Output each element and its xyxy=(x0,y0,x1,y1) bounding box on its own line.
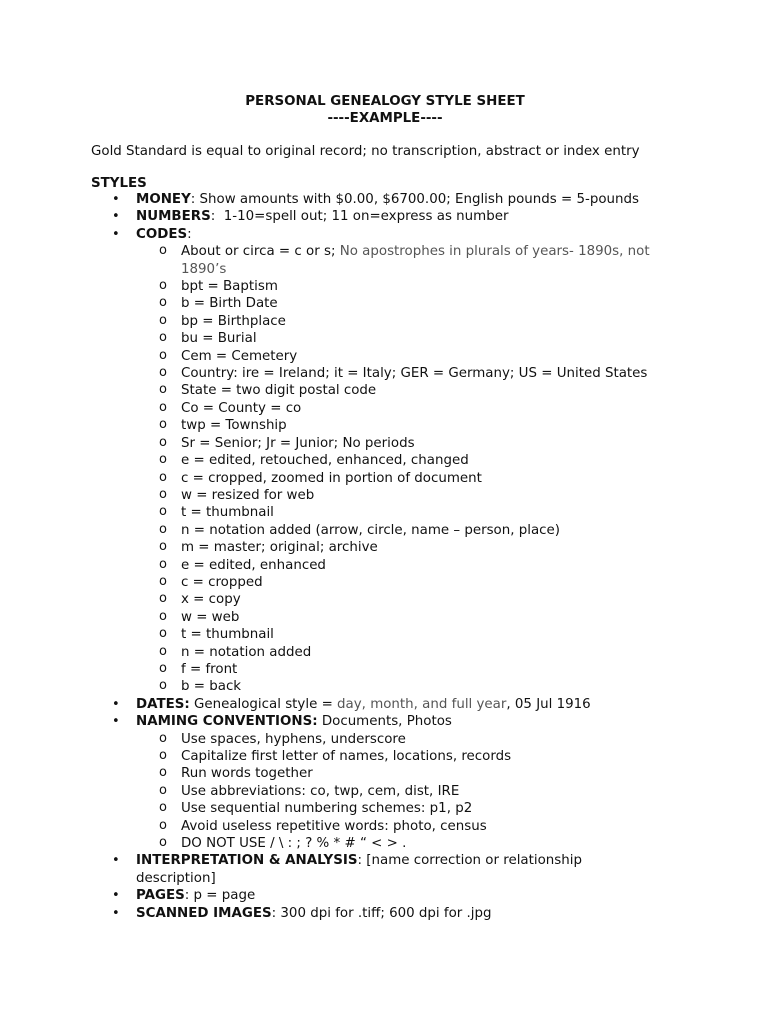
naming-item xyxy=(0,783,770,800)
code-item xyxy=(0,574,770,591)
code-item-text: bpt = Baptism xyxy=(181,279,278,295)
code-item xyxy=(0,661,770,678)
sub-bullet-icon: o xyxy=(159,573,167,589)
code-item-text: x = copy xyxy=(181,592,241,608)
codes-label: CODES xyxy=(136,226,188,242)
code-item-circa-text: About or circa = c or s; xyxy=(181,244,340,260)
code-item xyxy=(0,609,770,626)
gold-standard-line: Gold Standard is equal to original record; no transcription, abstract or index entry xyxy=(91,144,640,159)
code-item-text: f = front xyxy=(181,661,238,677)
sub-bullet-icon: o xyxy=(159,295,167,311)
sub-bullet-icon: o xyxy=(159,626,167,642)
code-item xyxy=(0,539,770,556)
interpretation-label: INTERPRETATION & ANALYSIS xyxy=(136,853,358,869)
code-item-text: e = edited, enhanced xyxy=(181,557,326,573)
code-item xyxy=(0,382,770,399)
naming-sublist xyxy=(0,731,770,853)
code-item-text: w = resized for web xyxy=(181,487,315,503)
code-item xyxy=(0,330,770,347)
code-item-text: b = Birth Date xyxy=(181,296,278,312)
scanned-label: SCANNED IMAGES xyxy=(136,905,272,921)
code-item-text: Country: ire = Ireland; it = Italy; GER = Germany; US = United States xyxy=(181,366,648,382)
naming-item xyxy=(0,818,770,835)
code-item-text: twp = Township xyxy=(181,418,287,434)
code-item-circa-note: No apostrophes in plurals of years- 1890s, not 1890’s xyxy=(181,244,650,277)
list-item-scanned xyxy=(0,905,770,922)
sub-bullet-icon: o xyxy=(159,817,167,833)
code-item xyxy=(0,470,770,487)
bullet-icon: • xyxy=(112,209,120,225)
code-item xyxy=(0,522,770,539)
code-item xyxy=(0,278,770,295)
code-item-text: Co = County = co xyxy=(181,400,302,416)
sub-bullet-icon: o xyxy=(159,399,167,415)
naming-item xyxy=(0,765,770,782)
styles-list xyxy=(0,191,770,922)
list-item-numbers xyxy=(0,208,770,225)
scanned-text: : 300 dpi for .tiff; 600 dpi for .jpg xyxy=(271,905,492,921)
bullet-icon: • xyxy=(112,696,120,712)
code-item-text: Sr = Senior; Jr = Junior; No periods xyxy=(181,435,415,451)
sub-bullet-icon: o xyxy=(159,365,167,381)
sub-bullet-icon: o xyxy=(159,312,167,328)
sub-bullet-icon: o xyxy=(159,765,167,781)
naming-item xyxy=(0,835,770,852)
dates-label: DATES: xyxy=(136,696,190,712)
code-item-text: t = thumbnail xyxy=(181,505,274,521)
styles-heading: STYLES xyxy=(91,176,147,191)
dates-text-a: Genealogical style = xyxy=(189,696,338,712)
bullet-icon: • xyxy=(112,226,120,242)
pages-label: PAGES xyxy=(136,888,185,904)
sub-bullet-icon: o xyxy=(159,434,167,450)
naming-item-text: Run words together xyxy=(181,766,313,782)
code-item-text: t = thumbnail xyxy=(181,627,274,643)
code-item-text: State = two digit postal code xyxy=(181,383,377,399)
numbers-text: : 1-10=spell out; 11 on=express as number xyxy=(210,209,509,225)
code-item xyxy=(0,313,770,330)
code-item xyxy=(0,644,770,661)
code-item-text: c = cropped, zoomed in portion of document xyxy=(181,470,482,486)
sub-bullet-icon: o xyxy=(159,452,167,468)
naming-item-text: DO NOT USE / \ : ; ? % * # “ < > . xyxy=(181,836,407,852)
list-item-money xyxy=(0,191,770,208)
dates-text-b: day, month, and full year xyxy=(337,696,507,712)
code-item xyxy=(0,504,770,521)
code-item xyxy=(0,487,770,504)
sub-bullet-icon: o xyxy=(159,278,167,294)
sub-bullet-icon: o xyxy=(159,591,167,607)
code-item xyxy=(0,365,770,382)
code-item-text: bp = Birthplace xyxy=(181,313,286,329)
code-item xyxy=(0,678,770,695)
sub-bullet-icon: o xyxy=(159,782,167,798)
code-item xyxy=(0,348,770,365)
sub-bullet-icon: o xyxy=(159,556,167,572)
numbers-label: NUMBERS xyxy=(136,209,211,225)
naming-item xyxy=(0,748,770,765)
code-item-text: c = cropped xyxy=(181,574,263,590)
list-item-pages xyxy=(0,887,770,904)
bullet-icon: • xyxy=(112,853,120,869)
document-title: PERSONAL GENEALOGY STYLE SHEET xyxy=(245,94,525,109)
interpretation-text: : [name correction or relationship description] xyxy=(136,853,582,886)
sub-bullet-icon: o xyxy=(159,469,167,485)
sub-bullet-icon: o xyxy=(159,835,167,851)
list-item-naming xyxy=(0,713,770,730)
sub-bullet-icon: o xyxy=(159,539,167,555)
code-item-circa xyxy=(0,243,770,278)
sub-bullet-icon: o xyxy=(159,730,167,746)
code-item xyxy=(0,557,770,574)
sub-bullet-icon: o xyxy=(159,486,167,502)
naming-text: Documents, Photos xyxy=(317,714,452,730)
sub-bullet-icon: o xyxy=(159,521,167,537)
code-item-text: b = back xyxy=(181,679,242,695)
code-item-text: n = notation added (arrow, circle, name – person, place) xyxy=(181,522,561,538)
code-item-text: e = edited, retouched, enhanced, changed xyxy=(181,453,469,469)
code-item-text: n = notation added xyxy=(181,644,312,660)
code-item xyxy=(0,417,770,434)
sub-bullet-icon: o xyxy=(159,347,167,363)
bullet-icon: • xyxy=(112,888,120,904)
naming-item-text: Avoid useless repetitive words: photo, census xyxy=(181,818,487,834)
code-item xyxy=(0,295,770,312)
document-subtitle: ----EXAMPLE---- xyxy=(327,111,443,126)
naming-item xyxy=(0,731,770,748)
code-item xyxy=(0,591,770,608)
codes-sublist xyxy=(0,278,770,696)
naming-item xyxy=(0,800,770,817)
code-item-text: m = master; original; archive xyxy=(181,540,378,556)
sub-bullet-icon: o xyxy=(159,417,167,433)
naming-item-text: Use spaces, hyphens, underscore xyxy=(181,731,406,747)
sub-bullet-icon: o xyxy=(159,800,167,816)
bullet-icon: • xyxy=(112,905,120,921)
code-item xyxy=(0,452,770,469)
naming-item-text: Capitalize first letter of names, locations, records xyxy=(181,749,512,764)
code-item-text: w = web xyxy=(181,609,240,625)
dates-text-c: , 05 Jul 1916 xyxy=(506,696,591,712)
list-item-interpretation xyxy=(0,852,770,887)
sub-bullet-icon: o xyxy=(159,382,167,398)
code-item xyxy=(0,400,770,417)
money-text: : Show amounts with $0.00, $6700.00; English pounds = 5-pounds xyxy=(190,192,639,207)
pages-text: : p = page xyxy=(184,888,256,904)
naming-label: NAMING CONVENTIONS: xyxy=(136,714,318,730)
sub-bullet-icon: o xyxy=(159,504,167,520)
sub-bullet-icon: o xyxy=(159,643,167,659)
sub-bullet-icon: o xyxy=(159,608,167,624)
code-item xyxy=(0,435,770,452)
bullet-icon: • xyxy=(112,714,120,730)
codes-text: : xyxy=(187,226,192,242)
code-item-text: Cem = Cemetery xyxy=(181,348,298,364)
list-item-codes xyxy=(0,226,770,243)
money-label: MONEY xyxy=(136,192,191,207)
code-item xyxy=(0,626,770,643)
sub-bullet-icon: o xyxy=(159,678,167,694)
naming-item-text: Use sequential numbering schemes: p1, p2 xyxy=(181,801,473,817)
list-item-dates xyxy=(0,696,770,713)
naming-item-text: Use abbreviations: co, twp, cem, dist, IRE xyxy=(181,783,460,799)
sub-bullet-icon: o xyxy=(159,243,167,259)
bullet-icon: • xyxy=(112,192,120,207)
sub-bullet-icon: o xyxy=(159,330,167,346)
code-item-text: bu = Burial xyxy=(181,331,257,347)
sub-bullet-icon: o xyxy=(159,748,167,763)
sub-bullet-icon: o xyxy=(159,660,167,676)
